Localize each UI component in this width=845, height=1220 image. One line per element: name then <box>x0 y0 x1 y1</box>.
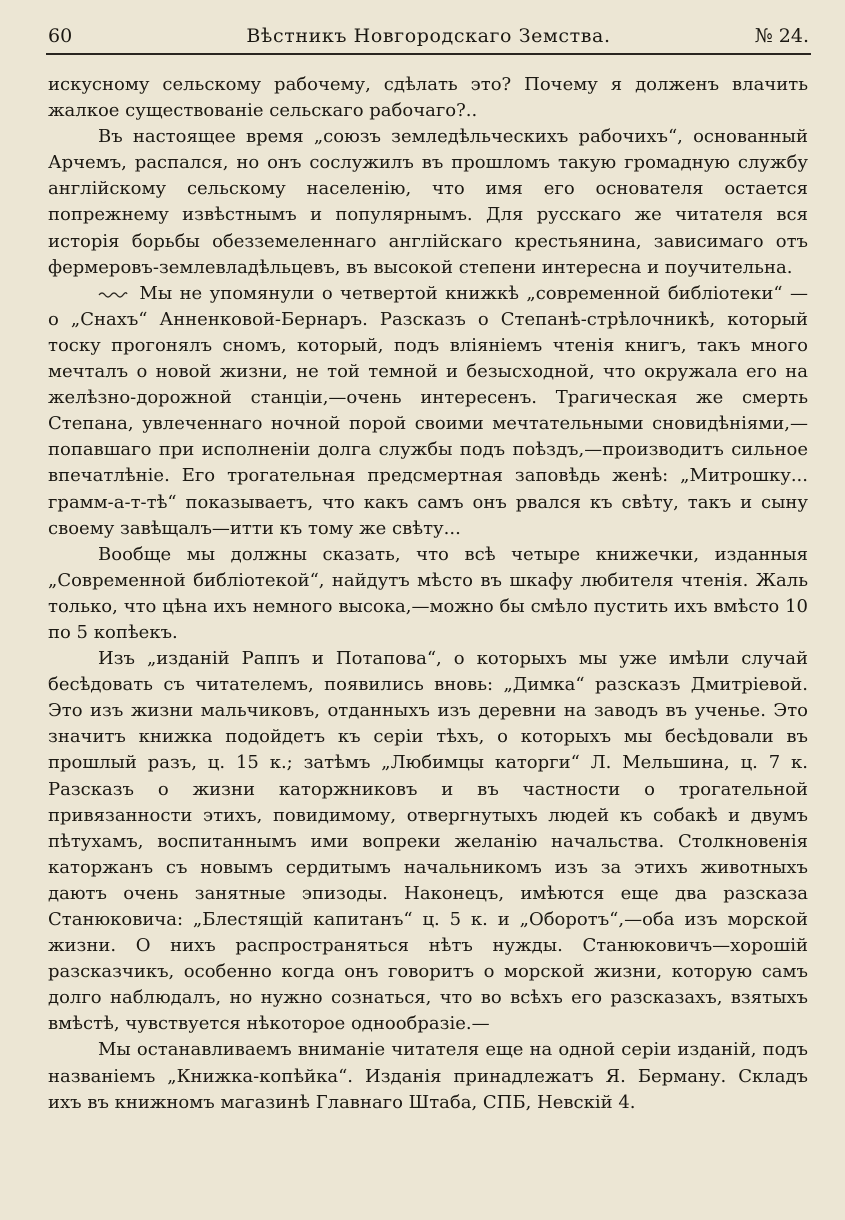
paragraph-5 <box>48 646 808 1037</box>
paragraph-3 <box>48 281 808 542</box>
paragraph-5-text: Изъ „изданій Раппъ и Потапова“, о которыхъ мы уже имѣли случай бесѣдовать съ читателемъ, появились вновь: „Димка“ разсказъ Дмитріевой. Это изъ жизни мальчиковъ, отданныхъ изъ деревни на заводъ въ ученье. Это значитъ книжка подойдетъ къ серіи тѣхъ, о которыхъ мы бесѣдовали въ прошлый разъ, ц. 15 к.; затѣмъ „Любимцы каторги“ Л. Мельшина, ц. 7 к. Разсказъ о жизни каторжниковъ и въ частности о трогательной привязанности этихъ, повидимому, отвергнутыхъ людей къ собакѣ и двумъ пѣтухамъ, воспитаннымъ ими вопреки желанію начальства. Столкновенія каторжанъ съ новымъ сердитымъ начальникомъ изъ за этихъ животныхъ даютъ очень занятные эпизоды. Наконецъ, имѣются еще два разсказа Станюковича: „Блестящій капитанъ“ ц. 5 к. и „Оборотъ“,—оба изъ морской жизни. О нихъ распространяться нѣтъ нужды. Станюковичъ—хорошій разсказчикъ, особенно когда онъ говоритъ о морской жизни, которую самъ долго наблюдалъ, но нужно сознаться, что во всѣхъ его разсказахъ, взятыхъ вмѣстѣ, чувствуется нѣкоторое однообразіе.— <box>48 648 808 1035</box>
page-number: 60 <box>48 25 73 47</box>
paragraph-1-text: искусному сельскому рабочему, сдѣлать это? Почему я долженъ влачить жалкое существованіе сельскаго рабочаго?.. <box>48 74 808 122</box>
paragraph-4 <box>48 542 808 646</box>
paragraph-6 <box>48 1037 808 1115</box>
wavy-dash-icon <box>98 290 132 298</box>
article-body <box>48 72 808 1116</box>
paragraph-2-text: Въ настоящее время „союзъ земледѣльческихъ рабочихъ“, основанный Арчемъ, распался, но онъ сослужилъ въ прошломъ такую громадную службу англійскому сельскому населенію, что имя его основателя остается попрежнему извѣстнымъ и популярнымъ. Для русскаго же читателя вся исторія борьбы обезземеленнаго англійскаго крестьянина, зависимаго отъ фермеровъ-землевладѣльцевъ, въ высокой степени интересна и поучительна. <box>48 126 808 278</box>
running-head <box>48 22 809 50</box>
journal-title: Вѣстникъ Новгородскаго Земства. <box>246 25 611 47</box>
paragraph-2 <box>48 124 808 281</box>
paragraph-6-text: Мы останавливаемъ вниманіе читателя еще на одной серіи изданій, подъ названіемъ „Книжка-копѣйка“. Изданія принадлежатъ Я. Берману. Складъ ихъ въ книжномъ магазинѣ Главнаго Штаба, СПБ, Невскій 4. <box>48 1039 808 1113</box>
paragraph-1 <box>48 72 808 124</box>
paragraph-3-text: Мы не упомянули о четвертой книжкѣ „современной библіотеки“ — о „Снахъ“ Анненковой-Бернаръ. Разсказъ о Степанѣ-стрѣлочникѣ, который тоску прогонялъ сномъ, который, подъ вліяніемъ чтенія книгъ, такъ много мечталъ о новой жизни, не той темной и безысходной, что окружала его на желѣзно-дорожной станціи,—очень интересенъ. Трагическая же смерть Степана, увлеченнаго ночной порой своими мечтательными сновидѣніями,—попавшаго при исполненіи долга службы подъ поѣздъ,—производитъ сильное впечатлѣніе. Его трогательная предсмертная заповѣдь женѣ: „Митрошку... грамм-а-т-тѣ“ показываетъ, что какъ самъ онъ рвался къ свѣту, такъ и сыну своему завѣщалъ—итти къ тому же свѣту... <box>48 282 808 539</box>
paragraph-4-text: Вообще мы должны сказать, что всѣ четыре книжечки, изданныя „Современной библіотекой“, найдутъ мѣсто въ шкафу любителя чтенія. Жаль только, что цѣна ихъ немного высока,—можно бы смѣло пустить ихъ вмѣсто 10 по 5 копѣекъ. <box>48 543 808 643</box>
header-rule <box>46 53 811 55</box>
issue-number: № 24. <box>754 25 809 47</box>
